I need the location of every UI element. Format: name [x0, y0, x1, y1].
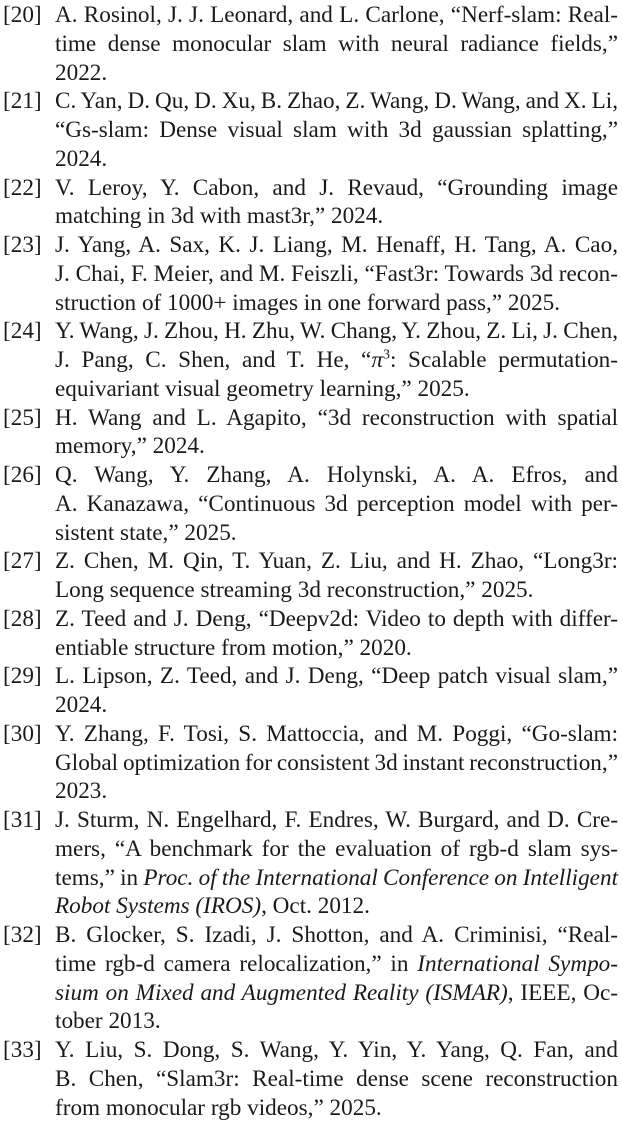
reference-number: [25]	[3, 404, 42, 433]
reference-entry	[0, 662, 618, 720]
reference-number: [28]	[3, 605, 42, 634]
reference-line	[55, 691, 618, 720]
reference-line	[55, 260, 618, 289]
reference-line	[55, 432, 618, 461]
reference-line	[55, 231, 618, 260]
reference-text: , Oct. 2012.	[261, 893, 370, 919]
reference-line	[55, 576, 618, 605]
reference-text: , IEEE, Oc-	[508, 980, 618, 1006]
reference-text: tober 2013.	[55, 1008, 161, 1034]
reference-entry	[0, 404, 618, 462]
reference-line	[55, 519, 618, 548]
reference-entry	[0, 1036, 618, 1122]
reference-line	[55, 547, 618, 576]
reference-line	[55, 634, 618, 663]
reference-entry	[0, 806, 618, 921]
reference-number: [33]	[3, 1036, 42, 1065]
reference-entry	[0, 921, 618, 1036]
reference-line	[55, 605, 618, 634]
reference-text: C. Yan, D. Qu, D. Xu, B. Zhao, Z. Wang, D. Wang, and X. Li,	[55, 88, 618, 114]
reference-number: [22]	[3, 174, 42, 203]
reference-line	[55, 174, 618, 203]
reference-text: 2023.	[55, 778, 107, 804]
reference-line	[55, 346, 618, 375]
reference-text: J. Sturm, N. Engelhard, F. Endres, W. Burgard, and D. Cre-	[55, 807, 618, 833]
reference-text: J. Pang, C. Shen, and T. He, “	[55, 347, 371, 373]
reference-line	[55, 950, 618, 979]
italic-text: π	[371, 347, 383, 373]
reference-text: A. Rosinol, J. J. Leonard, and L. Carlone, “Nerf-slam: Real-	[55, 2, 618, 28]
reference-line	[55, 1007, 618, 1036]
reference-entry	[0, 87, 618, 173]
reference-number: [30]	[3, 720, 42, 749]
reference-line	[55, 1, 618, 30]
reference-text: mers, “A benchmark for the evaluation of rgb-d slam sys-	[55, 836, 618, 862]
reference-text: : Scalable permutation-	[390, 347, 618, 373]
reference-text: B. Glocker, S. Izadi, J. Shotton, and A. Criminisi, “Real-	[55, 922, 618, 948]
reference-text: entiable structure from motion,” 2020.	[55, 635, 412, 661]
reference-line	[55, 490, 618, 519]
reference-number: [21]	[3, 87, 42, 116]
reference-number: [27]	[3, 547, 42, 576]
reference-line	[55, 145, 618, 174]
reference-text: Long sequence streaming 3d reconstruction,” 2025.	[55, 577, 533, 603]
reference-number: [23]	[3, 231, 42, 260]
reference-line	[55, 404, 618, 433]
reference-text: from monocular rgb videos,” 2025.	[55, 1095, 382, 1121]
reference-line	[55, 864, 618, 893]
reference-line	[55, 375, 618, 404]
italic-text: sium on Mixed and Augmented Reality (ISMAR)	[55, 980, 508, 1006]
reference-line	[55, 1036, 618, 1065]
italic-text: International Sympo-	[417, 951, 618, 977]
reference-line	[55, 202, 618, 231]
reference-number: [29]	[3, 662, 42, 691]
reference-text: Z. Chen, M. Qin, T. Yuan, Z. Liu, and H. Zhao, “Long3r:	[55, 548, 618, 574]
reference-number: [31]	[3, 806, 42, 835]
reference-text: B. Chen, “Slam3r: Real-time dense scene reconstruction	[55, 1066, 618, 1092]
reference-text: Y. Zhang, F. Tosi, S. Mattoccia, and M. Poggi, “Go-slam:	[55, 721, 618, 747]
reference-text: H. Wang and L. Agapito, “3d reconstruction with spatial	[55, 405, 618, 431]
reference-number: [32]	[3, 921, 42, 950]
superscript: 3	[383, 347, 390, 362]
reference-text: 2024.	[55, 692, 107, 718]
reference-text: “Gs-slam: Dense visual slam with 3d gaussian splatting,”	[55, 117, 618, 143]
reference-line	[55, 720, 618, 749]
reference-text: A. Kanazawa, “Continuous 3d perception model with per-	[55, 491, 618, 517]
reference-line	[55, 317, 618, 346]
reference-line	[55, 59, 618, 88]
reference-line	[55, 892, 618, 921]
reference-text: memory,” 2024.	[55, 433, 205, 459]
reference-entry	[0, 174, 618, 232]
reference-text: Q. Wang, Y. Zhang, A. Holynski, A. A. Efros, and	[55, 462, 618, 488]
italic-text: Robot Systems (IROS)	[55, 893, 261, 919]
reference-text: matching in 3d with mast3r,” 2024.	[55, 203, 383, 229]
reference-text: V. Leroy, Y. Cabon, and J. Revaud, “Grounding image	[55, 175, 618, 201]
reference-line	[55, 835, 618, 864]
reference-text: J. Chai, F. Meier, and M. Feiszli, “Fast3r: Towards 3d recon-	[55, 261, 618, 287]
reference-line	[55, 806, 618, 835]
reference-line	[55, 116, 618, 145]
reference-number: [26]	[3, 461, 42, 490]
reference-text: sistent state,” 2025.	[55, 520, 237, 546]
reference-text: tems,” in	[55, 865, 143, 891]
reference-text: equivariant visual geometry learning,” 2025.	[55, 376, 470, 402]
reference-line	[55, 749, 618, 778]
reference-text: 2024.	[55, 146, 107, 172]
reference-entry	[0, 605, 618, 663]
reference-line	[55, 87, 618, 116]
reference-line	[55, 289, 618, 318]
reference-line	[55, 979, 618, 1008]
reference-entry	[0, 547, 618, 605]
reference-entry	[0, 231, 618, 317]
reference-line	[55, 1065, 618, 1094]
reference-line	[55, 1094, 618, 1122]
reference-line	[55, 662, 618, 691]
reference-text: struction of 1000+ images in one forward pass,” 2025.	[55, 290, 560, 316]
reference-line	[55, 777, 618, 806]
reference-text: Global optimization for consistent 3d instant reconstruction,”	[55, 750, 618, 776]
reference-entry	[0, 1, 618, 87]
reference-text: 2022.	[55, 60, 107, 86]
reference-text: time dense monocular slam with neural radiance fields,”	[55, 31, 618, 57]
italic-text: Proc. of the International Conference on Intelligent	[143, 865, 618, 891]
reference-list	[0, 1, 622, 1122]
reference-entry	[0, 720, 618, 806]
reference-text: Y. Wang, J. Zhou, H. Zhu, W. Chang, Y. Zhou, Z. Li, J. Chen,	[55, 318, 618, 344]
reference-text: J. Yang, A. Sax, K. J. Liang, M. Henaff, H. Tang, A. Cao,	[55, 232, 618, 258]
reference-text: time rgb-d camera relocalization,” in	[55, 951, 417, 977]
reference-number: [24]	[3, 317, 42, 346]
reference-line	[55, 30, 618, 59]
reference-text: L. Lipson, Z. Teed, and J. Deng, “Deep patch visual slam,”	[55, 663, 618, 689]
reference-line	[55, 461, 618, 490]
reference-entry	[0, 461, 618, 547]
reference-text: Y. Liu, S. Dong, S. Wang, Y. Yin, Y. Yang, Q. Fan, and	[55, 1037, 618, 1063]
reference-line	[55, 921, 618, 950]
reference-number: [20]	[3, 1, 42, 30]
reference-entry	[0, 317, 618, 403]
reference-text: Z. Teed and J. Deng, “Deepv2d: Video to depth with differ-	[55, 606, 618, 632]
